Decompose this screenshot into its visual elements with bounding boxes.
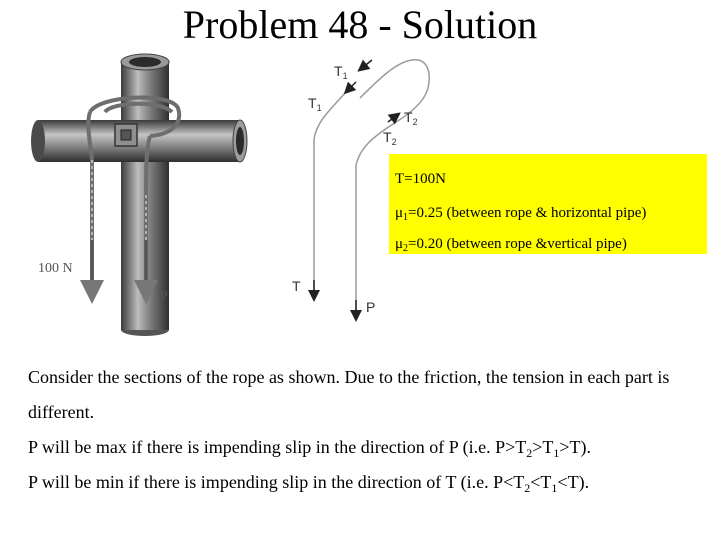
horizontal-pipe	[31, 120, 247, 162]
solution-text	[28, 360, 708, 500]
mu1-value: $\mu_1=0.25$ (between rope & horizontal pipe)	[395, 205, 647, 223]
p-label: P	[160, 289, 168, 304]
label-top-t1: $T_1$	[334, 63, 348, 81]
given-values-box	[389, 154, 707, 254]
label-top-t2: $T_2$	[404, 109, 418, 127]
paragraph-sections: Consider the sections of the rope as shown. Due to the friction, the tension in each part is different.	[28, 367, 670, 422]
paragraph-min: P will be min if there is impending slip in the direction of T (i.e. $P<T_2<T_1<T$).	[28, 472, 590, 495]
label-t: T	[292, 278, 301, 294]
label-p: P	[366, 299, 376, 315]
paragraph-max: P will be max if there is impending slip in the direction of P (i.e. $P>T_2>T_1>T$).	[28, 437, 592, 460]
page-title: Problem 48 - Solution	[182, 2, 538, 47]
label-t2: $T_2$	[383, 129, 397, 147]
tension-value: T=100N	[395, 171, 446, 187]
label-t1: $T_1$	[308, 95, 322, 113]
load-label: 100 N	[38, 261, 73, 276]
pipe-coupler	[115, 124, 137, 146]
mu2-value: $\mu_2=0.20$ (between rope &vertical pipe)	[395, 236, 627, 254]
